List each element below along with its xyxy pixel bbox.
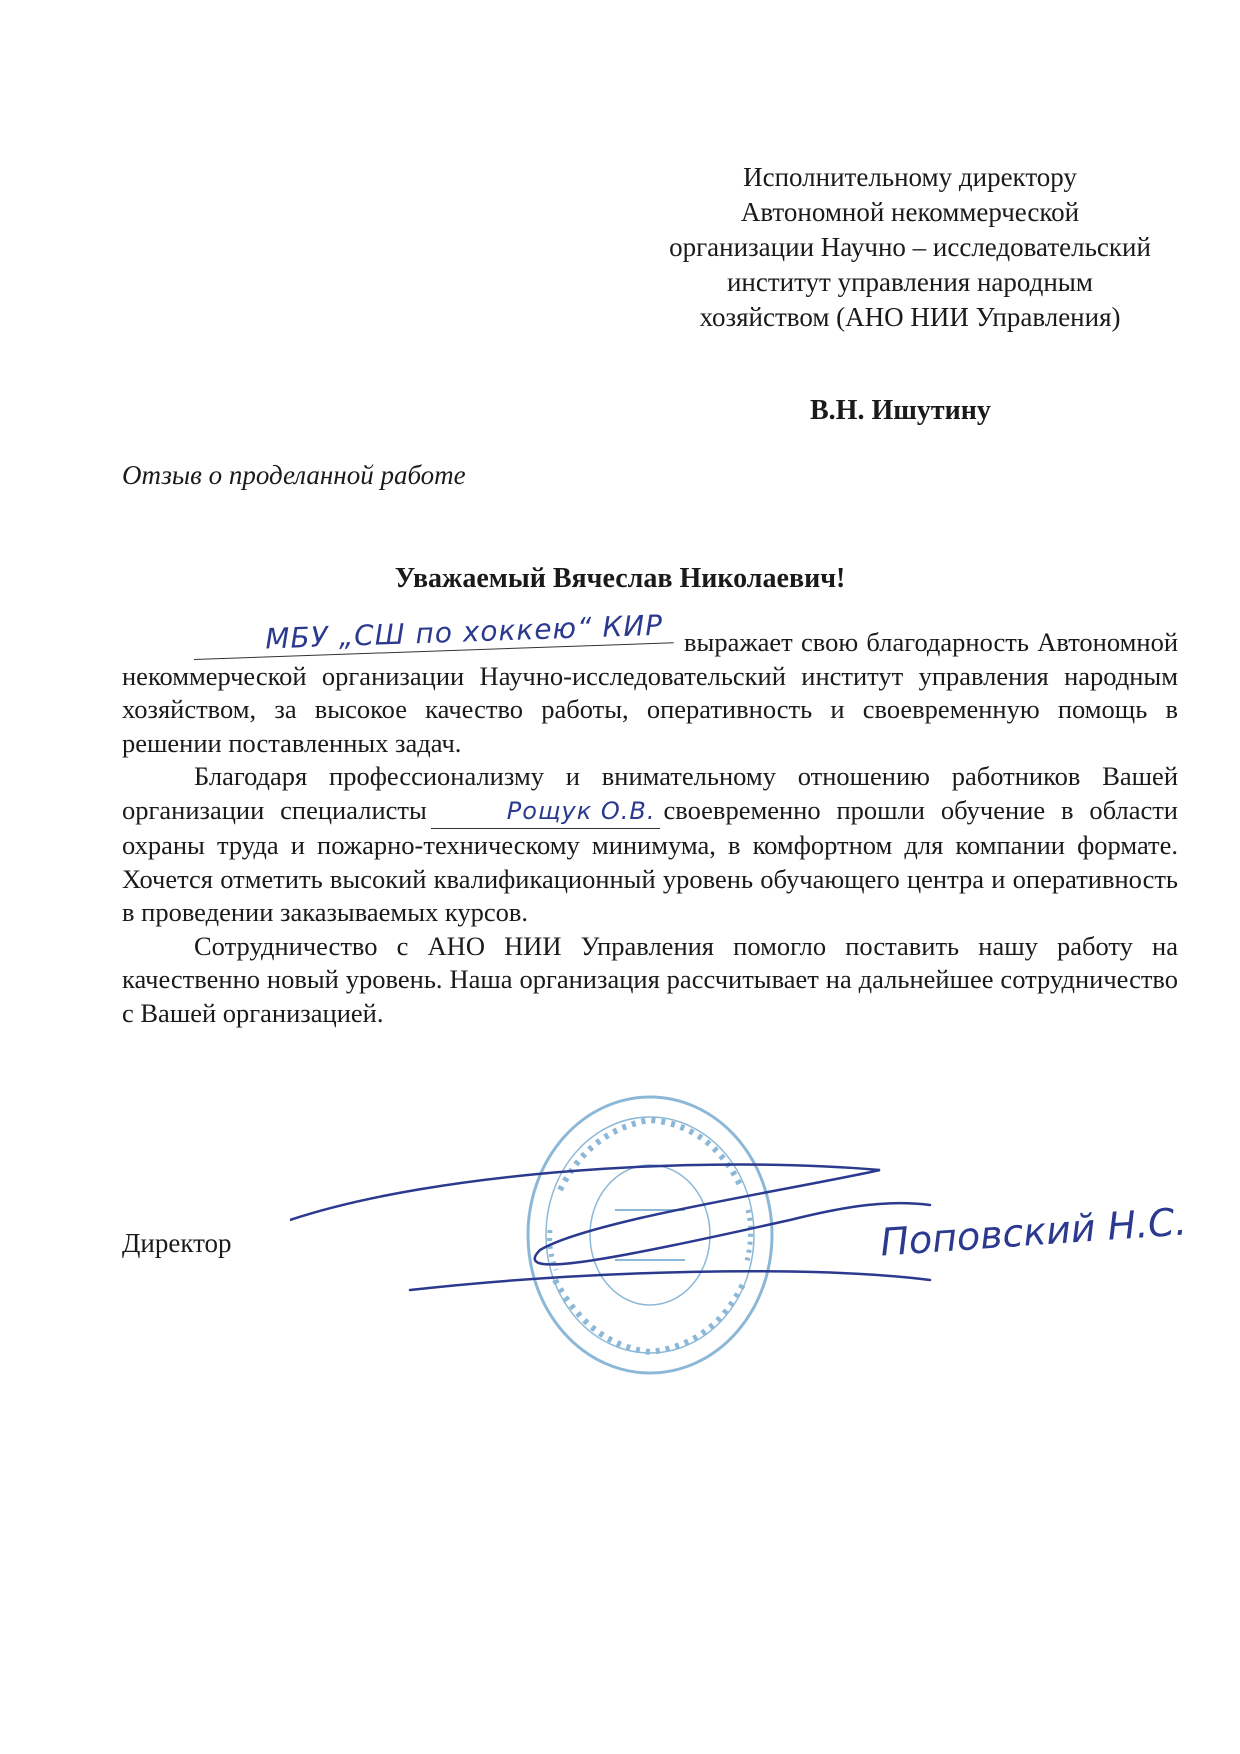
addressee-line-3: организации Научно – исследовательский: [669, 232, 1151, 262]
letter-subject: Отзыв о проделанной работе: [122, 460, 466, 490]
paragraph-1-text: выражает свою благодарность Автономной некоммерческой организации Научно-исследовательский институт управления народным хозяйством, за высокое качество работы, оперативность и своевременную помощь в решении поставленных задач.: [122, 627, 1178, 758]
letter-body: [122, 608, 1178, 1030]
addressee-line-5: хозяйством (АНО НИИ Управления): [699, 302, 1121, 332]
signature-title: Директор: [122, 1228, 232, 1258]
handwritten-signature-name: Поповский Н.С.: [878, 1199, 1189, 1265]
handwritten-organization: МБУ „СШ по хоккею“ КИР: [193, 608, 674, 659]
addressee-line-1: Исполнительному директору: [743, 162, 1077, 192]
paragraph-2-start: Благодаря профессионализму и внимательному отношению работников Вашей организации специалисты: [122, 761, 1178, 825]
addressee-block: [560, 160, 1240, 335]
paragraph-2-text: своевременно прошли обучение в области охраны труда и пожарно-техническому минимума, в комфортном для компании формате. Хочется отметить высокий квалификационный уровень обучающего центра и оперативность в проведении заказываемых курсов.: [122, 794, 1178, 927]
addressee-line-4: институт управления народным: [726, 267, 1094, 297]
recipient-name: В.Н. Ишутину: [810, 395, 991, 426]
paragraph-3: Сотрудничество с АНО НИИ Управления помогло поставить нашу работу на качественно новый уровень. Наша организация рассчитывает на дальнейшее сотрудничество с Вашей организацией.: [122, 930, 1178, 1028]
paragraph-2: [122, 760, 1178, 930]
handwritten-specialist: Рощук О.В.: [431, 795, 660, 830]
paragraph-1: [122, 608, 1178, 760]
addressee-line-2: Автономной некоммерческой: [740, 197, 1080, 227]
salutation: Уважаемый Вячеслав Николаевич!: [394, 563, 846, 594]
